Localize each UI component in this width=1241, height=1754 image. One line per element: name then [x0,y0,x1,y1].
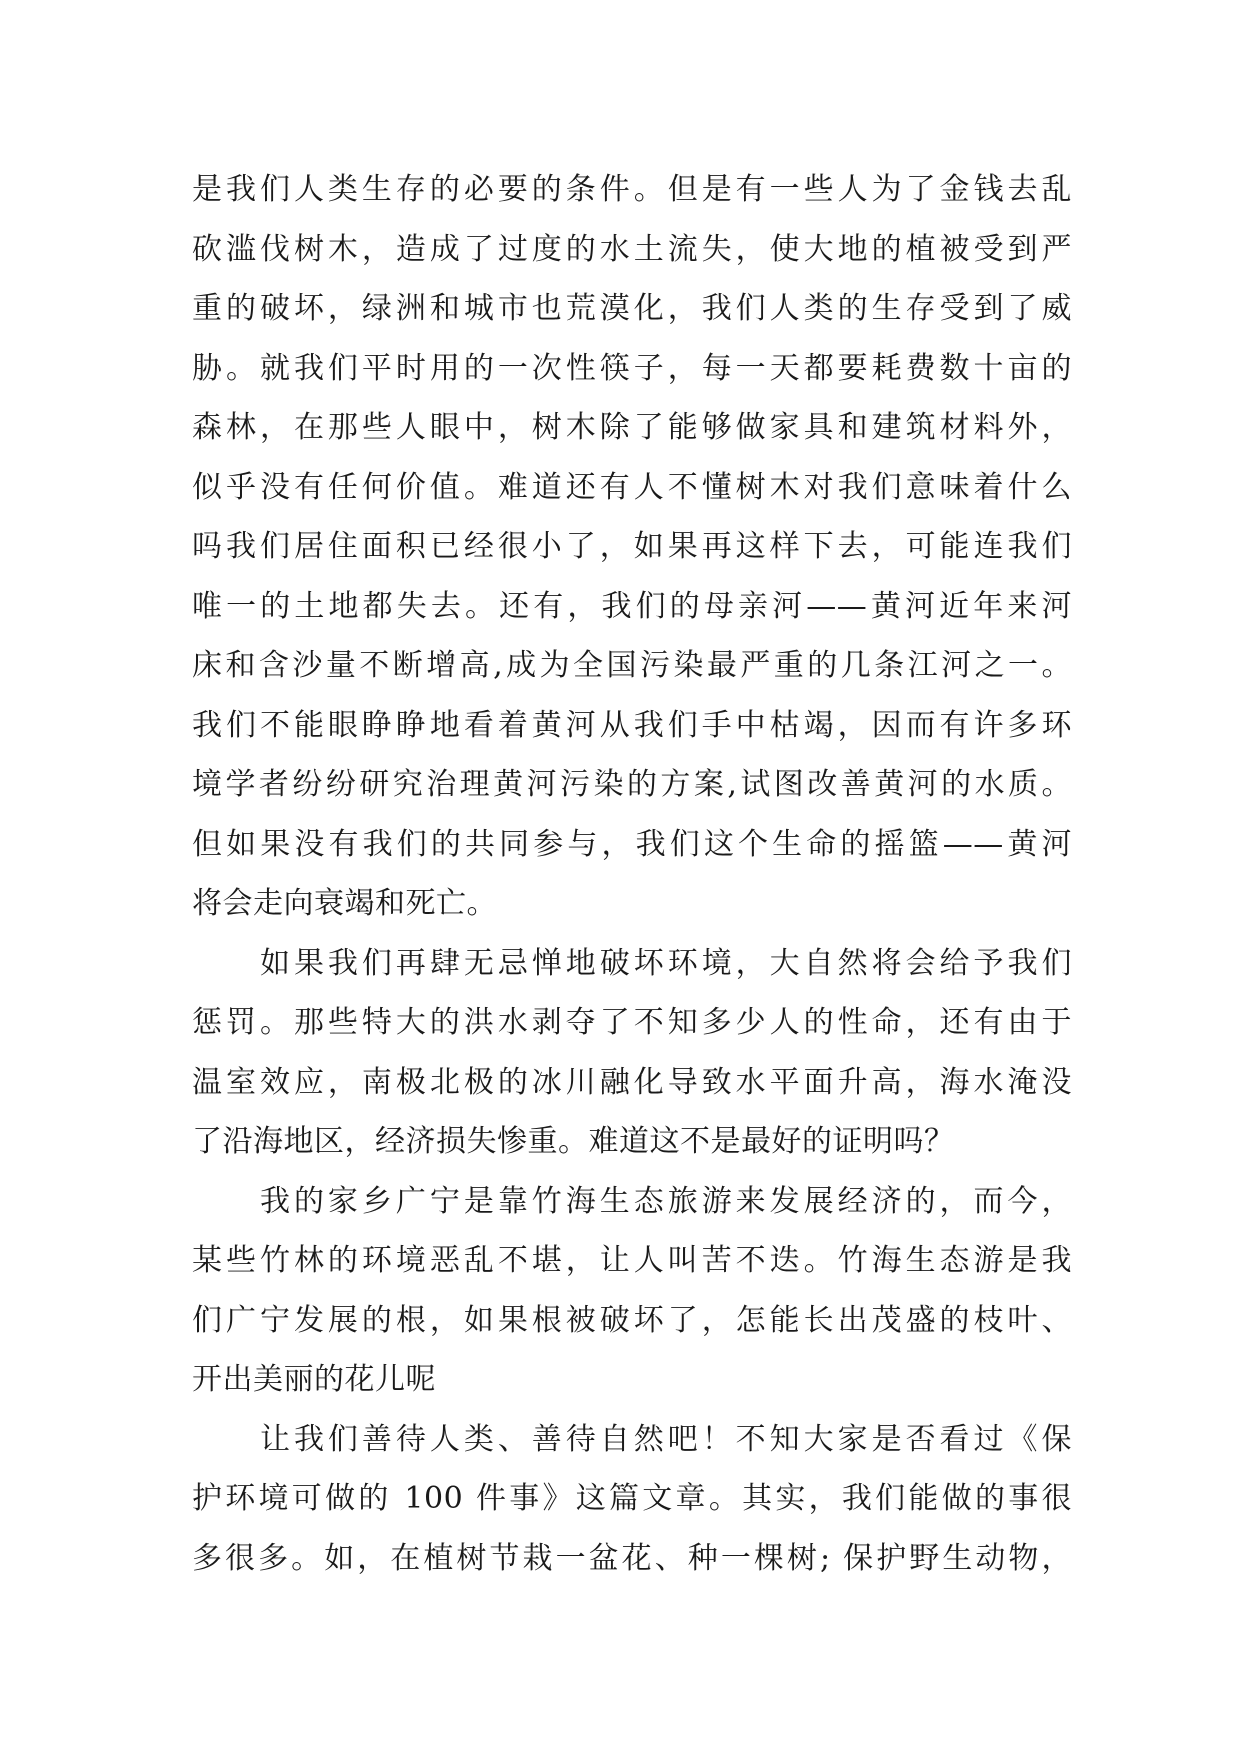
text-line: 重的破坏，绿洲和城市也荒漠化，我们人类的生存受到了威 [192,291,1072,326]
text-line: 吗我们居住面积已经很小了，如果再这样下去，可能连我们 [192,529,1072,564]
text-line: 似乎没有任何价值。难道还有人不懂树木对我们意味着什么 [192,469,1072,505]
text-line: 我的家乡广宁是靠竹海生态旅游来发展经济的，而今， [192,1183,1072,1219]
text-line: 唯一的土地都失去。还有，我们的母亲河——黄河近年来河 [192,588,1072,624]
text-line: 如果我们再肆无忌惮地破坏环境，大自然将会给予我们 [192,945,1072,981]
text-line: 我们不能眼睁睁地看着黄河从我们手中枯竭，因而有许多环 [192,707,1072,743]
body-text [192,160,1072,1588]
text-line: 将会走向衰竭和死亡。 [192,886,497,921]
text-line: 了沿海地区，经济损失惨重。难道这不是最好的证明吗？ [192,1124,955,1159]
text-line: 温室效应，南极北极的冰川融化导致水平面升高，海水淹没 [192,1064,1072,1100]
text-line: 胁。就我们平时用的一次性筷子，每一天都要耗费数十亩的 [192,350,1072,386]
text-line: 们广宁发展的根，如果根被破坏了，怎能长出茂盛的枝叶、 [192,1302,1072,1338]
text-line: 境学者纷纷研究治理黄河污染的方案,试图改善黄河的水质。 [192,767,1072,802]
text-line: 床和含沙量不断增高,成为全国污染最严重的几条江河之一。 [192,648,1072,683]
text-line: 某些竹林的环境恶乱不堪，让人叫苦不迭。竹海生态游是我 [192,1243,1072,1278]
text-line: 护环境可做的 100 件事》这篇文章。其实，我们能做的事很 [192,1481,1072,1516]
text-line: 惩罚。那些特大的洪水剥夺了不知多少人的性命，还有由于 [192,1005,1072,1040]
text-line: 砍滥伐树木，造成了过度的水土流失，使大地的植被受到严 [192,231,1072,267]
text-line: 开出美丽的花儿呢 [192,1362,436,1397]
text-line: 森林，在那些人眼中，树木除了能够做家具和建筑材料外， [192,410,1072,445]
text-line: 让我们善待人类、善待自然吧！不知大家是否看过《保 [192,1421,1072,1457]
text-line: 是我们人类生存的必要的条件。但是有一些人为了金钱去乱 [192,172,1072,207]
text-line: 但如果没有我们的共同参与，我们这个生命的摇篮——黄河 [192,826,1072,862]
text-line: 多很多。如，在植树节栽一盆花、种一棵树; 保护野生动物， [192,1540,1072,1576]
